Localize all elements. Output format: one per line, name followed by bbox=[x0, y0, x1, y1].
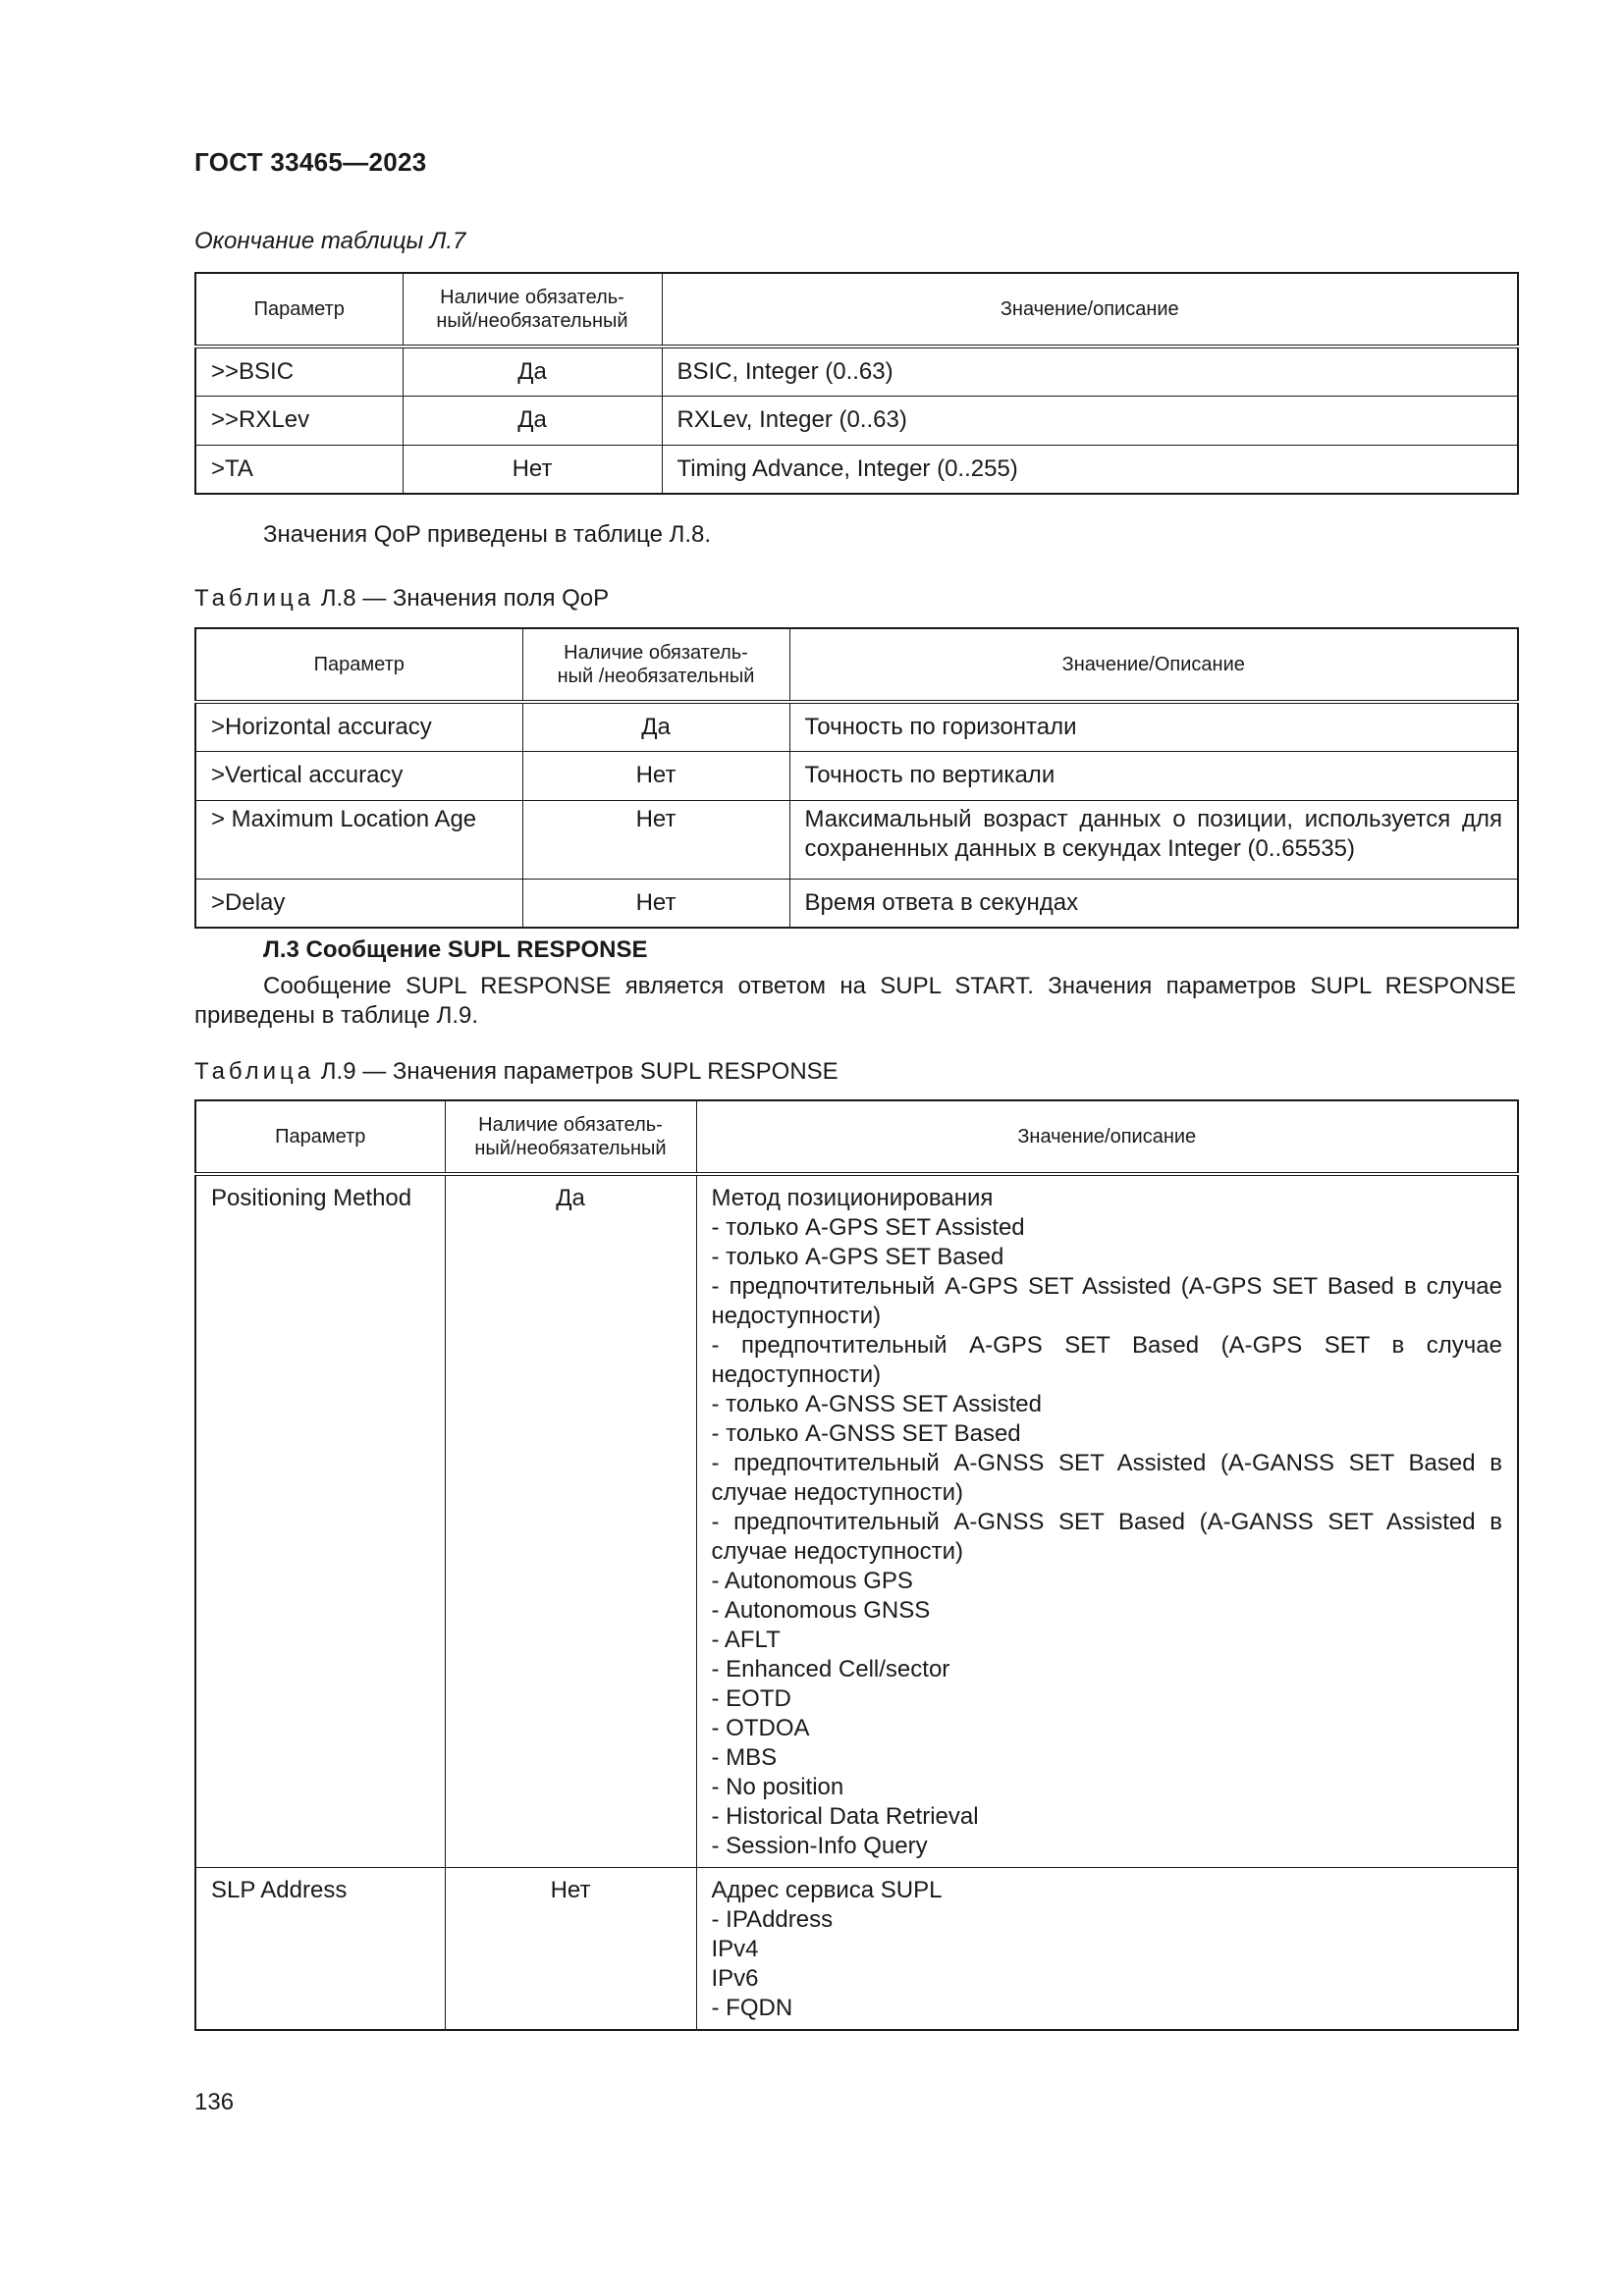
desc-line: IPv4 bbox=[711, 1936, 759, 1962]
desc-line: - предпочтительный A-GNSS SET Based (A-GANSS SET Assisted в случае недоступности) bbox=[711, 1509, 1502, 1565]
section-paragraph-text: Сообщение SUPL RESPONSE является ответом на SUPL START. Значения параметров SUPL RESPONSE приведены в таблице Л.9. bbox=[194, 973, 1516, 1029]
desc-line: - No position bbox=[711, 1774, 844, 1800]
cell-value: RXLev, Integer (0..63) bbox=[662, 396, 1518, 445]
cell-param: >TA bbox=[195, 445, 403, 494]
cell-param: Positioning Method bbox=[195, 1174, 445, 1868]
cell-value: Timing Advance, Integer (0..255) bbox=[662, 445, 1518, 494]
section-title: Л.3 Сообщение SUPL RESPONSE bbox=[263, 936, 648, 963]
table-row bbox=[195, 800, 1518, 879]
desc-line: - только A-GNSS SET Based bbox=[711, 1420, 1021, 1447]
table-l9-caption-text: Л.9 — Значения параметров SUPL RESPONSE bbox=[314, 1058, 839, 1085]
table-row bbox=[195, 445, 1518, 494]
table-header-row bbox=[195, 628, 1518, 702]
cell-value: Точность по вертикали bbox=[789, 751, 1518, 800]
cell-param: > Maximum Location Age bbox=[195, 800, 522, 879]
table-l8-caption bbox=[194, 585, 609, 613]
desc-line: Адрес сервиса SUPL bbox=[711, 1877, 943, 1903]
table-row bbox=[195, 702, 1518, 751]
cell-value: Точность по горизонтали bbox=[789, 702, 1518, 751]
cell-presence: Да bbox=[522, 702, 789, 751]
desc-line: - Historical Data Retrieval bbox=[711, 1803, 979, 1830]
desc-line: - FQDN bbox=[711, 1995, 793, 2021]
table-l9 bbox=[194, 1099, 1519, 2031]
qop-note-text: Значения QoP приведены в таблице Л.8. bbox=[263, 521, 712, 548]
cell-presence: Нет bbox=[403, 445, 662, 494]
desc-line: - только A-GPS SET Based bbox=[711, 1244, 1004, 1270]
desc-line: - только A-GNSS SET Assisted bbox=[711, 1391, 1042, 1417]
cell-param: >>RXLev bbox=[195, 396, 403, 445]
table-row bbox=[195, 879, 1518, 928]
table-header-row bbox=[195, 1100, 1518, 1174]
cell-value-slp-address bbox=[696, 1868, 1518, 2031]
desc-line: - предпочтительный A-GPS SET Assisted (A-GPS SET Based в случае недоступности) bbox=[711, 1273, 1502, 1329]
cell-presence: Нет bbox=[445, 1868, 696, 2031]
cell-presence: Да bbox=[445, 1174, 696, 1868]
desc-line: - IPAddress bbox=[711, 1906, 834, 1933]
cell-presence: Да bbox=[403, 347, 662, 396]
desc-line: - Enhanced Cell/sector bbox=[711, 1656, 950, 1682]
section-paragraph bbox=[194, 972, 1516, 1031]
desc-line: - MBS bbox=[711, 1744, 778, 1771]
column-header-value: Значение/Описание bbox=[789, 628, 1518, 702]
cell-param: >Horizontal accuracy bbox=[195, 702, 522, 751]
cell-param: >Delay bbox=[195, 879, 522, 928]
desc-line: IPv6 bbox=[711, 1965, 759, 1992]
desc-line: - Autonomous GPS bbox=[711, 1568, 913, 1594]
cell-param: >>BSIC bbox=[195, 347, 403, 396]
desc-line: - только A-GPS SET Assisted bbox=[711, 1214, 1025, 1241]
column-header-presence: Наличие обязатель- ный/необязательный bbox=[403, 273, 662, 347]
cell-value: BSIC, Integer (0..63) bbox=[662, 347, 1518, 396]
table-l7-end bbox=[194, 272, 1519, 495]
standard-header: ГОСТ 33465—2023 bbox=[194, 147, 427, 177]
desc-line: - Autonomous GNSS bbox=[711, 1597, 931, 1624]
desc-line: - OTDOA bbox=[711, 1715, 810, 1741]
column-header-value: Значение/описание bbox=[662, 273, 1518, 347]
table-row bbox=[195, 396, 1518, 445]
cell-value: Время ответа в секундах bbox=[789, 879, 1518, 928]
desc-line: - AFLT bbox=[711, 1627, 781, 1653]
desc-line: - предпочтительный A-GNSS SET Assisted (A-GANSS SET Based в случае недоступности) bbox=[711, 1450, 1502, 1506]
cell-presence: Да bbox=[403, 396, 662, 445]
table-l8 bbox=[194, 627, 1519, 929]
column-header-value: Значение/описание bbox=[696, 1100, 1518, 1174]
table-l8-caption-text: Л.8 — Значения поля QoP bbox=[314, 585, 610, 612]
table-l9-caption-label: Таблица bbox=[194, 1058, 315, 1085]
column-header-presence: Наличие обязатель- ный /необязательный bbox=[522, 628, 789, 702]
table-l7-caption: Окончание таблицы Л.7 bbox=[194, 228, 466, 254]
desc-line: Метод позиционирования bbox=[711, 1185, 994, 1211]
column-header-parameter: Параметр bbox=[195, 273, 403, 347]
cell-param: >Vertical accuracy bbox=[195, 751, 522, 800]
table-l8-caption-label: Таблица bbox=[194, 585, 315, 612]
cell-param: SLP Address bbox=[195, 1868, 445, 2031]
column-header-parameter: Параметр bbox=[195, 1100, 445, 1174]
table-row bbox=[195, 1174, 1518, 1868]
table-row bbox=[195, 347, 1518, 396]
desc-line: - предпочтительный A-GPS SET Based (A-GPS SET в случае недоступности) bbox=[711, 1332, 1502, 1388]
cell-presence: Нет bbox=[522, 879, 789, 928]
page-number: 136 bbox=[194, 2089, 235, 2115]
cell-presence: Нет bbox=[522, 800, 789, 879]
cell-value-positioning-methods bbox=[696, 1174, 1518, 1868]
table-row bbox=[195, 751, 1518, 800]
cell-value: Максимальный возраст данных о позиции, используется для сохраненных данных в секундах Integer (0..65535) bbox=[789, 800, 1518, 879]
column-header-presence: Наличие обязатель- ный/необязательный bbox=[445, 1100, 696, 1174]
table-l9-caption bbox=[194, 1058, 839, 1086]
table-header-row bbox=[195, 273, 1518, 347]
qop-note bbox=[194, 520, 1516, 550]
cell-presence: Нет bbox=[522, 751, 789, 800]
table-row bbox=[195, 1868, 1518, 2031]
desc-line: - EOTD bbox=[711, 1685, 791, 1712]
desc-line: - Session-Info Query bbox=[711, 1833, 928, 1859]
column-header-parameter: Параметр bbox=[195, 628, 522, 702]
